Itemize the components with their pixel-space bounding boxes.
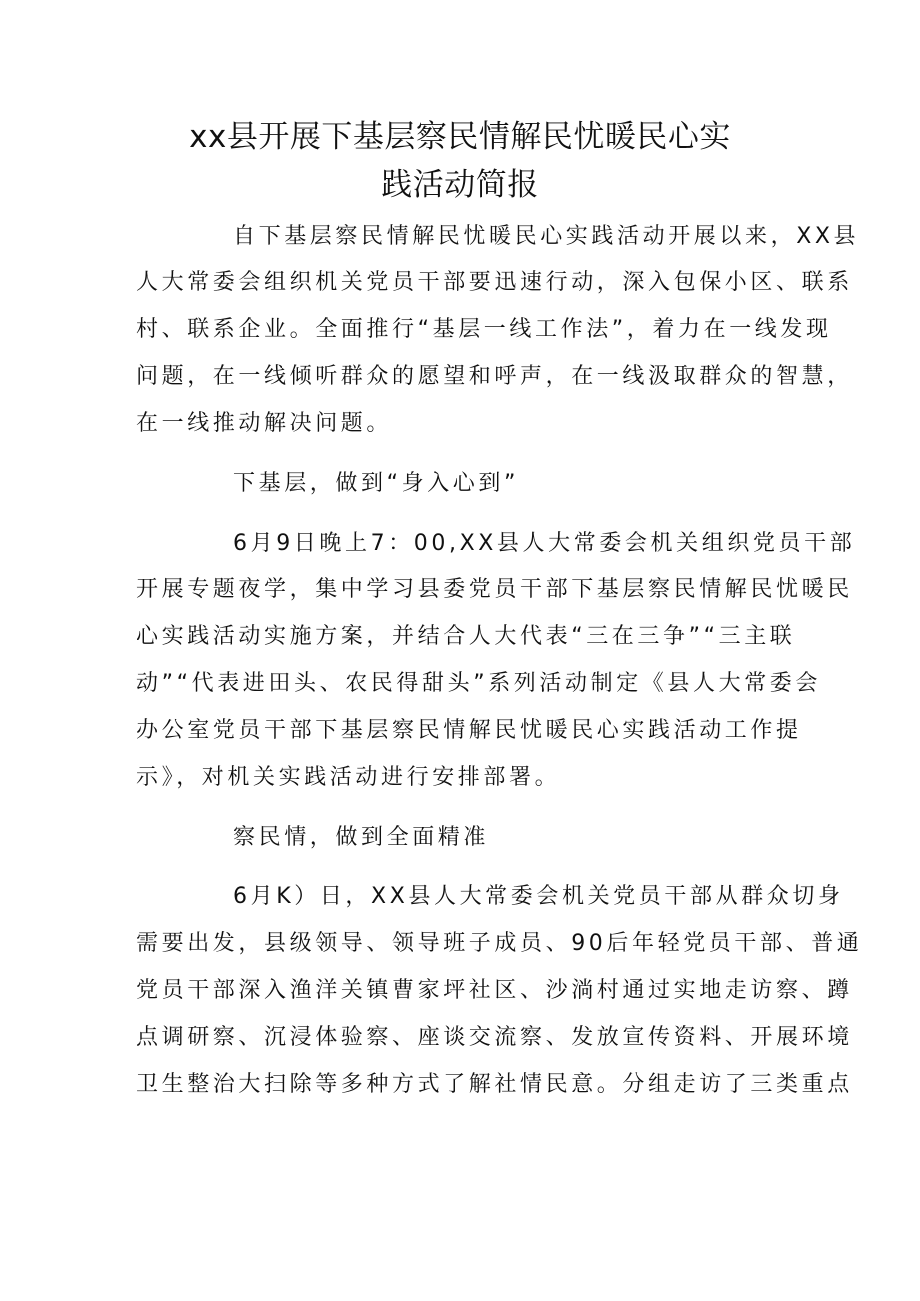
paragraph-line: 点调研察、沉浸体验察、座谈交流察、发放宣传资料、开展环境 <box>136 1025 853 1050</box>
section-heading: 下基层，做到“身入心到” <box>233 471 519 496</box>
paragraph-line: 动”“代表进田头、农民得甜头”系列活动制定《县人大常委会 <box>136 671 821 696</box>
title-line-2: 践活动简报 <box>381 167 539 203</box>
paragraph-line: 6月K）日，XX县人大常委会机关党员干部从群众切身 <box>233 884 844 909</box>
paragraph-line: 自下基层察民情解民忧暖民心实践活动开展以来，XX县 <box>233 224 860 249</box>
paragraph-line: 6月9日晚上7：00,XX县人大常委会机关组织党员干部 <box>233 531 856 556</box>
paragraph-line: 在一线推动解决问题。 <box>136 411 393 436</box>
paragraph-line: 开展专题夜学，集中学习县委党员干部下基层察民情解民忧暖民 <box>136 577 853 602</box>
paragraph-line: 示》，对机关实践活动进行安排部署。 <box>136 765 561 790</box>
paragraph-line: 心实践活动实施方案，并结合人大代表“三在三争”“三主联 <box>136 624 796 649</box>
paragraph-line: 办公室党员干部下基层察民情解民忧暖民心实践活动工作提 <box>136 718 802 743</box>
section-heading: 察民情，做到全面精准 <box>233 825 490 850</box>
paragraph-line: 问题，在一线倾听群众的愿望和呼声，在一线汲取群众的智慧， <box>136 364 853 389</box>
title-line-1: xx县开展下基层察民情解民忧暖民心实 <box>189 119 731 155</box>
paragraph-line: 人大常委会组织机关党员干部要迅速行动，深入包保小区、联系 <box>136 270 853 295</box>
paragraph-line: 村、联系企业。全面推行“基层一线工作法”，着力在一线发现 <box>136 317 832 342</box>
paragraph-line: 需要出发，县级领导、领导班子成员、90后年轻党员干部、普通 <box>136 931 863 956</box>
paragraph-line: 卫生整治大扫除等多种方式了解社情民意。分组走访了三类重点 <box>136 1072 853 1097</box>
paragraph-line: 党员干部深入渔洋关镇曹家坪社区、沙淌村通过实地走访察、蹲 <box>136 978 853 1003</box>
